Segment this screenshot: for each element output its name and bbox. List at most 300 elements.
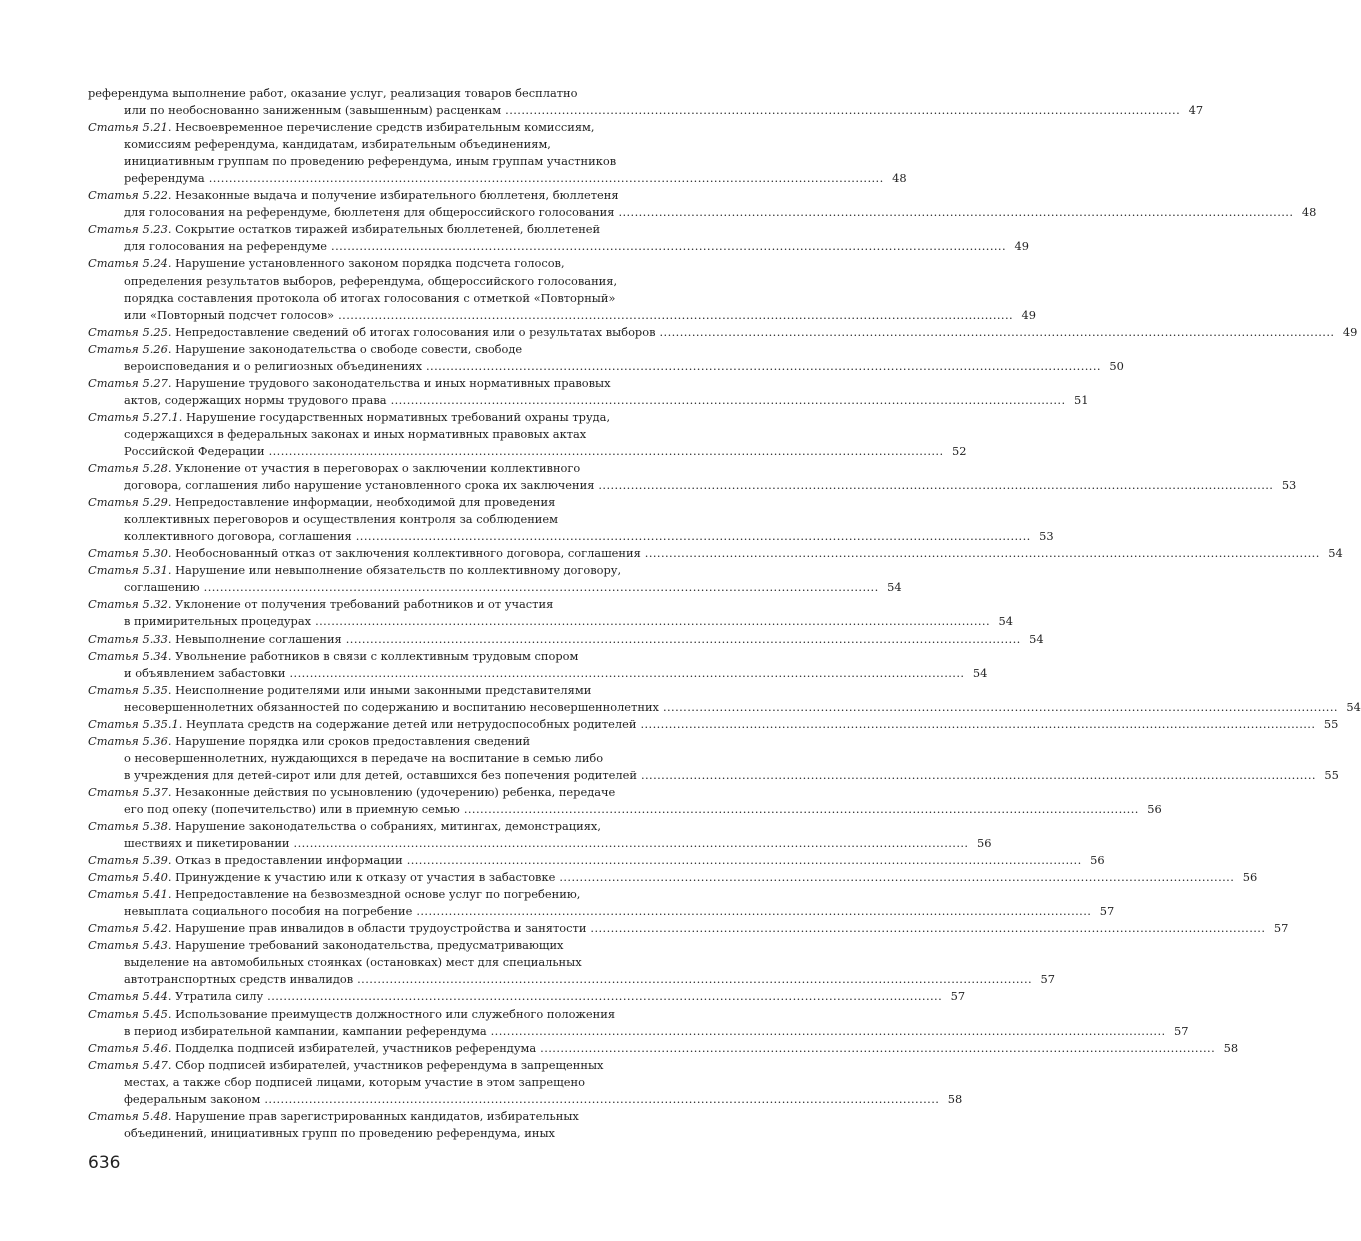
toc-text: Незаконные выдача и получение избирательного бюллетеня, бюллетеня (175, 188, 619, 203)
toc-text: Неисполнение родителями или иными законными представителями (175, 682, 592, 697)
toc-text: Сбор подписей избирателей, участников референдума в запрещенных (175, 1057, 604, 1072)
toc-line (88, 392, 1089, 409)
toc-line-text (88, 120, 595, 134)
toc-text: несовершеннолетних обязанностей по содержанию и воспитанию несовершеннолетних (124, 699, 659, 714)
toc-text: Сокрытие остатков тиражей избирательных бюллетеней, бюллетеней (175, 222, 601, 237)
toc-page-number: 49 (1342, 324, 1358, 339)
toc-line-text (124, 751, 603, 765)
toc-text: федеральным законом (124, 1091, 261, 1106)
toc-entry (88, 920, 1289, 937)
toc-line-text (124, 1023, 487, 1040)
toc-line (88, 1108, 708, 1125)
dot-leader (263, 988, 943, 1005)
toc-text: коллективных переговоров и осуществления контроля за соблюдением (124, 512, 558, 527)
toc-line-text (88, 716, 636, 733)
toc-entry (88, 682, 1361, 716)
toc-page-number: 53 (1039, 529, 1054, 544)
toc-line-text (124, 835, 290, 852)
toc-entry (88, 937, 1056, 988)
article-label: Статья 5.37. (88, 784, 172, 799)
toc-line-text (124, 665, 285, 682)
toc-line (88, 290, 708, 307)
toc-entry (88, 784, 1162, 818)
toc-line (88, 170, 907, 187)
article-label: Статья 5.46. (88, 1040, 172, 1055)
article-label: Статья 5.27.1. (88, 409, 183, 424)
toc-line (88, 1040, 1239, 1057)
toc-entry (88, 733, 1339, 784)
toc-text: Увольнение работников в связи с коллективным трудовым спором (175, 648, 579, 663)
toc-page-number: 58 (947, 1091, 963, 1106)
toc-line-text (88, 410, 610, 424)
toc-text: Утратила силу (175, 989, 264, 1004)
toc-line (88, 358, 1124, 375)
dot-leader (200, 579, 880, 596)
article-label: Статья 5.33. (88, 631, 172, 646)
toc-text: Нарушение государственных нормативных требований охраны труда, (185, 409, 611, 424)
toc-line (88, 460, 708, 477)
toc-page-number: 52 (952, 443, 967, 458)
toc-line-text (124, 767, 637, 784)
toc-page-number: 57 (1040, 972, 1056, 987)
toc-line (88, 273, 708, 290)
page-number: 636 (88, 1153, 121, 1173)
toc-line-text (88, 785, 615, 799)
toc-line-text (124, 1091, 260, 1108)
toc-text: Нарушение или невыполнение обязательств по коллективному договору, (175, 563, 622, 578)
toc-line (88, 494, 708, 511)
toc-line (88, 920, 1289, 937)
toc-line-text (124, 291, 615, 305)
toc-line (88, 221, 708, 238)
toc-line (88, 511, 708, 528)
toc-line (88, 1074, 708, 1091)
toc-text: комиссиям референдума, кандидатам, избирательным объединениям, (124, 137, 551, 152)
toc-line-text (88, 631, 342, 648)
toc-page-number: 55 (1323, 716, 1339, 731)
toc-line (88, 136, 708, 153)
toc-entry (88, 460, 1297, 494)
article-label: Статья 5.48. (88, 1108, 172, 1123)
article-label: Статья 5.47. (88, 1057, 172, 1072)
toc-line (88, 631, 1044, 648)
dot-leader (265, 443, 945, 460)
dot-leader (205, 170, 885, 187)
article-label: Статья 5.44. (88, 989, 172, 1004)
toc-page-number: 49 (1014, 239, 1029, 254)
toc-line (88, 699, 1361, 716)
toc-line (88, 409, 708, 426)
toc-entry (88, 988, 966, 1005)
toc-text: Нарушение требований законодательства, предусматривающих (175, 938, 564, 953)
toc-text: Подделка подписей избирателей, участников референдума (175, 1040, 537, 1055)
toc-line-text (88, 734, 530, 748)
toc-line-text (124, 307, 334, 324)
toc-text: о несовершеннолетних, нуждающихся в передаче на воспитание в семью либо (124, 750, 604, 765)
toc-line-text (88, 597, 553, 611)
article-label: Статья 5.27. (88, 375, 172, 390)
toc-entry (88, 562, 902, 596)
toc-line-text (88, 852, 403, 869)
toc-page-number: 53 (1281, 478, 1297, 493)
toc-line (88, 613, 1013, 630)
toc-page-number: 51 (1073, 392, 1089, 407)
toc-page-number: 48 (892, 171, 907, 186)
toc-line (88, 102, 1204, 119)
toc-line (88, 852, 1105, 869)
dot-leader (501, 102, 1181, 119)
toc-line (88, 1091, 963, 1108)
dot-leader (656, 324, 1336, 341)
toc-entry (88, 1006, 1189, 1040)
toc-text: Непредоставление сведений об итогах голосования или о результатах выборов (175, 324, 656, 339)
toc-text: Нарушение прав зарегистрированных кандидатов, избирательных (175, 1108, 579, 1123)
toc-page-number: 49 (1021, 307, 1037, 322)
article-label: Статья 5.41. (88, 887, 172, 902)
toc-text: Непредоставление информации, необходимой для проведения (175, 495, 556, 510)
toc-text: местах, а также сбор подписей лицами, которым участие в этом запрещено (124, 1074, 585, 1089)
toc-line (88, 204, 1317, 221)
toc-page-number: 50 (1109, 358, 1124, 373)
toc-text: автотранспортных средств инвалидов (124, 972, 354, 987)
toc-text: содержащихся в федеральных законах и иных нормативных правовых актах (124, 426, 587, 441)
toc-entry (88, 409, 967, 460)
toc-line-text (88, 1040, 536, 1057)
toc-page-number: 57 (1174, 1023, 1189, 1038)
toc-line (88, 886, 708, 903)
toc-line-text (124, 1126, 555, 1140)
toc-page-number: 58 (1223, 1040, 1239, 1055)
toc-line-text (88, 988, 263, 1005)
toc-line-text (88, 887, 580, 901)
toc-text: Отказ в предоставлении информации (175, 853, 403, 868)
dot-leader (327, 238, 1007, 255)
toc-text: Нарушение законодательства о свободе совести, свободе (175, 341, 523, 356)
article-label: Статья 5.40. (88, 870, 172, 885)
toc-entry (88, 818, 992, 852)
toc-text: в период избирательной кампании, кампании референдума (124, 1023, 487, 1038)
toc-line-text (124, 955, 582, 969)
toc-line-text (124, 903, 412, 920)
toc-page-number: 47 (1188, 103, 1204, 118)
toc-entry (88, 631, 1044, 648)
toc-text: Уклонение от участия в переговорах о заключении коллективного (175, 461, 581, 476)
toc-line-text (124, 443, 265, 460)
toc-line-text (124, 274, 617, 288)
toc-line (88, 579, 902, 596)
toc-line-text (124, 699, 659, 716)
toc-line-text (124, 512, 558, 526)
article-label: Статья 5.43. (88, 938, 172, 953)
toc-line (88, 682, 708, 699)
toc-line (88, 733, 708, 750)
toc-page-number: 56 (976, 836, 992, 851)
dot-leader (659, 699, 1339, 716)
toc-line-text (88, 1109, 579, 1123)
toc-line-text (124, 971, 353, 988)
toc-line (88, 1006, 708, 1023)
toc-page-number: 57 (1099, 904, 1115, 919)
article-label: Статья 5.25. (88, 324, 172, 339)
toc-page-number: 54 (1328, 546, 1343, 561)
toc-entry (88, 187, 1317, 221)
toc-text: Уклонение от получения требований работников и от участия (175, 597, 554, 612)
toc-line-text (88, 819, 601, 833)
dot-leader (460, 801, 1140, 818)
toc-text: вероисповедания и о религиозных объединениях (124, 358, 422, 373)
toc-text: для голосования на референдуме (124, 239, 328, 254)
article-label: Статья 5.29. (88, 495, 172, 510)
toc-line (88, 971, 1056, 988)
dot-leader (290, 835, 970, 852)
toc-line (88, 988, 966, 1005)
toc-line (88, 1023, 1189, 1040)
toc-entry (88, 494, 1054, 545)
dot-leader (422, 358, 1102, 375)
toc-line-text (124, 170, 205, 187)
article-label: Статья 5.35.1. (88, 716, 183, 731)
toc-line-text (124, 613, 311, 630)
toc-text: соглашению (124, 580, 200, 595)
dot-leader (536, 1040, 1216, 1057)
toc-text: Нарушение законодательства о собраниях, митингах, демонстрациях, (175, 819, 601, 834)
toc-text: определения результатов выборов, референдума, общероссийского голосования, (124, 273, 618, 288)
toc-entry (88, 1040, 1239, 1057)
toc-text: Нарушение установленного законом порядка подсчета голосов, (175, 256, 565, 271)
dot-leader (487, 1023, 1167, 1040)
toc-line-text (124, 427, 586, 441)
toc-line-text (88, 683, 591, 697)
table-of-contents (88, 85, 1361, 1142)
dot-leader (260, 1091, 940, 1108)
toc-page-number: 54 (887, 580, 902, 595)
dot-leader (342, 631, 1022, 648)
toc-line-text (88, 188, 619, 202)
article-label: Статья 5.39. (88, 853, 172, 868)
dot-leader (352, 528, 1032, 545)
toc-text: порядка составления протокола об итогах голосования с отметкой «Повторный» (124, 290, 616, 305)
toc-line (88, 818, 708, 835)
toc-entry (88, 1108, 708, 1142)
toc-text: инициативным группам по проведению референдума, иным группам участников (124, 154, 617, 169)
toc-line (88, 869, 1258, 886)
toc-line-text (124, 477, 594, 494)
toc-text: Незаконные действия по усыновлению (удочерению) ребенка, передаче (175, 784, 616, 799)
article-label: Статья 5.28. (88, 461, 172, 476)
toc-line-text (88, 869, 555, 886)
dot-leader (285, 665, 965, 682)
toc-entry (88, 545, 1343, 562)
toc-text: референдума (124, 171, 205, 186)
toc-entry (88, 119, 907, 187)
toc-page-number: 56 (1242, 870, 1258, 885)
toc-line (88, 307, 1037, 324)
toc-text: Нарушение трудового законодательства и иных нормативных правовых (175, 375, 611, 390)
toc-line-text (124, 204, 614, 221)
toc-page-number: 54 (998, 614, 1013, 629)
toc-text: Использование преимуществ должностного или служебного положения (175, 1006, 616, 1021)
toc-line-text (124, 137, 551, 151)
toc-entry (88, 716, 1339, 733)
dot-leader (614, 204, 1294, 221)
toc-line-text (88, 86, 578, 100)
article-label: Статья 5.35. (88, 682, 172, 697)
toc-line-text (124, 1075, 585, 1089)
toc-line (88, 324, 1358, 341)
toc-text: Неуплата средств на содержание детей или нетрудоспособных родителей (185, 716, 637, 731)
toc-entry (88, 324, 1358, 341)
toc-text: договора, соглашения либо нарушение установленного срока их заключения (124, 478, 595, 493)
toc-entry (88, 852, 1105, 869)
toc-line (88, 375, 708, 392)
toc-line-text (88, 563, 621, 577)
toc-page-number: 57 (1273, 921, 1289, 936)
toc-page-number: 54 (972, 665, 988, 680)
toc-text: актов, содержащих нормы трудового права (124, 392, 387, 407)
toc-line-text (88, 461, 580, 475)
dot-leader (555, 869, 1235, 886)
toc-line (88, 153, 708, 170)
toc-text: Нарушение прав инвалидов в области трудоустройства и занятости (175, 921, 587, 936)
toc-entry (88, 869, 1258, 886)
toc-line (88, 835, 992, 852)
article-label: Статья 5.45. (88, 1006, 172, 1021)
toc-line-text (88, 256, 565, 270)
toc-line (88, 341, 708, 358)
toc-text: и объявлением забастовки (124, 665, 286, 680)
dot-leader (412, 903, 1092, 920)
toc-line (88, 750, 708, 767)
toc-line-text (88, 324, 656, 341)
toc-line (88, 1057, 708, 1074)
dot-leader (311, 613, 991, 630)
toc-line-text (124, 102, 501, 119)
toc-line (88, 784, 708, 801)
toc-line-text (124, 238, 327, 255)
toc-line (88, 477, 1297, 494)
toc-line-text (88, 222, 600, 236)
dot-leader (637, 767, 1317, 784)
toc-page-number: 56 (1090, 853, 1105, 868)
toc-line (88, 596, 708, 613)
toc-line-text (88, 649, 578, 663)
article-label: Статья 5.21. (88, 120, 172, 135)
dot-leader (334, 307, 1014, 324)
article-label: Статья 5.32. (88, 597, 172, 612)
toc-line-text (88, 938, 563, 952)
toc-page-number: 57 (950, 989, 966, 1004)
toc-line-text (124, 528, 352, 545)
article-label: Статья 5.23. (88, 222, 172, 237)
toc-entry (88, 596, 1013, 630)
article-label: Статья 5.22. (88, 188, 172, 203)
article-label: Статья 5.26. (88, 341, 172, 356)
toc-page-number: 56 (1147, 801, 1162, 816)
toc-text: его под опеку (попечительство) или в приемную семью (124, 801, 460, 816)
toc-text: Непредоставление на безвозмездной основе услуг по погребению, (175, 887, 581, 902)
toc-text: референдума выполнение работ, оказание услуг, реализация товаров бесплатно (88, 86, 578, 100)
toc-line-text (88, 920, 586, 937)
toc-line (88, 187, 708, 204)
toc-line-text (124, 392, 387, 409)
toc-line (88, 954, 708, 971)
toc-text: или «Повторный подсчет голосов» (124, 307, 335, 322)
dot-leader (594, 477, 1274, 494)
toc-page-number: 54 (1029, 631, 1044, 646)
toc-entry (88, 886, 1115, 920)
toc-text: выделение на автомобильных стоянках (остановках) мест для специальных (124, 955, 582, 970)
toc-line-text (88, 1007, 615, 1021)
toc-entry (88, 375, 1089, 409)
toc-entry (88, 648, 988, 682)
toc-entry (88, 85, 1204, 119)
toc-line-text (88, 495, 555, 509)
toc-line (88, 85, 708, 102)
toc-page-number: 48 (1301, 205, 1317, 220)
toc-line (88, 648, 708, 665)
toc-line (88, 255, 708, 272)
article-label: Статья 5.34. (88, 648, 172, 663)
toc-line (88, 767, 1339, 784)
article-label: Статья 5.38. (88, 819, 172, 834)
toc-line (88, 665, 988, 682)
toc-line (88, 903, 1115, 920)
toc-line-text (88, 342, 522, 356)
toc-text: Невыполнение соглашения (175, 631, 342, 646)
toc-line (88, 716, 1339, 733)
toc-text: шествиях и пикетировании (124, 836, 290, 851)
toc-text: Нарушение порядка или сроков предоставления сведений (175, 733, 531, 748)
toc-line-text (124, 358, 422, 375)
toc-text: коллективного договора, соглашения (124, 529, 352, 544)
toc-line (88, 426, 708, 443)
dot-leader (586, 920, 1266, 937)
toc-text: или по необоснованно заниженным (завышенным) расценкам (124, 103, 502, 118)
article-label: Статья 5.30. (88, 546, 172, 561)
dot-leader (353, 971, 1033, 988)
toc-text: невыплата социального пособия на погребение (124, 904, 413, 919)
toc-line (88, 545, 1343, 562)
dot-leader (387, 392, 1067, 409)
toc-line (88, 1125, 708, 1142)
toc-text: в примирительных процедурах (124, 614, 312, 629)
toc-text: для голосования на референдуме, бюллетеня для общероссийского голосования (124, 205, 615, 220)
toc-line (88, 119, 708, 136)
toc-line (88, 443, 967, 460)
toc-line-text (88, 1058, 603, 1072)
toc-entry (88, 341, 1124, 375)
toc-text: Необоснованный отказ от заключения коллективного договора, соглашения (175, 546, 641, 561)
toc-line-text (124, 154, 616, 168)
toc-line (88, 937, 708, 954)
article-label: Статья 5.24. (88, 256, 172, 271)
toc-text: Несвоевременное перечисление средств избирательным комиссиям, (175, 120, 595, 135)
dot-leader (641, 545, 1321, 562)
toc-line (88, 801, 1162, 818)
toc-entry (88, 255, 1037, 323)
toc-line (88, 562, 708, 579)
toc-text: Российской Федерации (124, 443, 265, 458)
toc-page-number: 54 (1346, 699, 1361, 714)
toc-text: объединений, инициативных групп по проведению референдума, иных (124, 1125, 555, 1140)
dot-leader (636, 716, 1316, 733)
article-label: Статья 5.31. (88, 563, 172, 578)
toc-line (88, 238, 1029, 255)
article-label: Статья 5.42. (88, 921, 172, 936)
toc-entry (88, 221, 1029, 255)
toc-entry (88, 1057, 963, 1108)
toc-text: в учреждения для детей-сирот или для детей, оставшихся без попечения родителей (124, 767, 637, 782)
